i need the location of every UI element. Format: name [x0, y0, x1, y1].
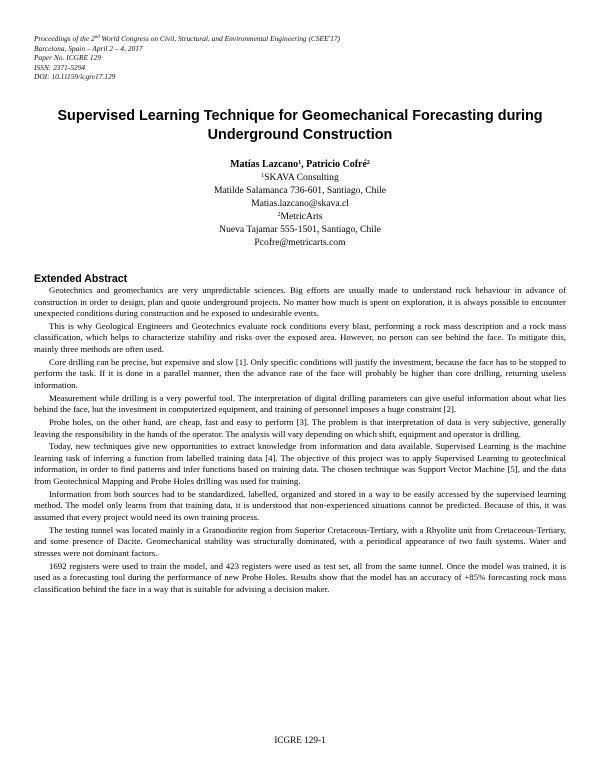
- proceedings-line: Proceedings of the 2nd World Congress on Civil, Structural, and Environmental Engineering (CSEE'17): [34, 34, 341, 43]
- affiliation-1-email: Matias.lazcano@skava.cl: [251, 198, 349, 209]
- paragraph: Probe holes, on the other hand, are cheap, fast and easy to perform [3]. The problem is that interpretation of data is very subjective, generally leaving the responsibility in the hands of the operator. The analysis will vary depending on which shift, equipment and operator is drilling.: [34, 417, 566, 439]
- section-heading: Extended Abstract: [34, 273, 128, 285]
- author-1: Matías Lazcano: [230, 159, 299, 170]
- paragraph: Core drilling can be precise, but expensive and slow [1]. Only specific conditions will justify the investment, because the face has to be stopped to perform the task. If it is done in a parallel manner, then the advance rate of the face will probably be higher than core drilling, returning useless information.: [34, 356, 566, 390]
- paper-number: Paper No. ICGRE 129: [34, 53, 101, 62]
- affiliation-1-address: Matilde Salamanca 736-601, Santiago, Chile: [213, 185, 387, 196]
- proceedings-header: [34, 34, 574, 82]
- affiliation-2-email: Pcofre@metricarts.com: [254, 237, 346, 248]
- paper-title: [30, 107, 570, 145]
- abstract-body: [34, 285, 566, 597]
- issn: ISSN: 2371-5294: [34, 62, 86, 72]
- paragraph: 1692 registers were used to train the model, and 423 registers were used as test set, all from the same tunnel. Once the model was trained, it is used as a forecasting tool during the performance of new Probe Holes. Results show that the model has an accuracy of +85% forecasting rock mass classification behind the face in a way that is suitable for advising a decision maker.: [34, 560, 566, 594]
- title-line-2: Underground Construction: [207, 127, 393, 143]
- affiliation-2-name: $^2$MetricArts: [277, 211, 323, 222]
- paragraph: This is why Geological Engineers and Geotechnics evaluate rock conditions every blast, performing a rock mass description and a rock mass classification, which helps to characterize stability and risks over the exposed area. However, no person can see behind the face. To mitigate this, mainly three methods are often used.: [34, 320, 566, 354]
- paragraph: Today, new techniques give new opportunities to extract knowledge from information and data available. Supervised Learning is the machine learning task of inferring a function from labelled training data [4]. The objective of this project was to apply Supervised Learning to geotechnical information, in order to find patterns and infer functions based on training data. The chosen technique was Support Vector Machine [5], and the data from Geotechnical Mapping and Probe Holes drilling was used for training.: [34, 441, 566, 486]
- conference-location: Barcelona, Spain – April 2 – 4, 2017: [34, 43, 143, 53]
- paragraph: Measurement while drilling is a very powerful tool. The interpretation of digital drilling parameters can give useful information about what lies behind the face, but the investment in computerized equipment, and training of personnel imposes a huge constraint [2].: [34, 392, 566, 415]
- paragraph: The testing tunnel was located mainly in a Granodiorite region from Superior Cretaceous-Tertiary, with a Rhyolite unit from Cretaceous-Tertiary, and some presence of Dacite. Geomechanical stability was structurally dominated, with a periodical appearance of two fault systems. Water and stresses were not dominant factors.: [34, 524, 566, 558]
- page-footer: ICGRE 129-1: [274, 735, 326, 745]
- author-2: Patricio Cofré: [306, 159, 367, 170]
- doi: DOI: 10.11159/icgre17.129: [34, 72, 116, 81]
- title-line-1: Supervised Learning Technique for Geomechanical Forecasting during: [57, 108, 543, 124]
- author-names: Matías Lazcano$^1$, Patricio Cofré$^2$: [230, 159, 370, 170]
- paragraph: Geotechnics and geomechanics are very unpredictable sciences. Big efforts are usually made to understand rock behaviour in advance of construction in order to design, plan and quote underground projects. No matter how much is spent on exploration, it is always possible to encounter unexpected conditions during construction and be exposed to undesirable events.: [34, 285, 566, 318]
- affiliation-2-address: Nueva Tajamar 555-1501, Santiago, Chile: [219, 224, 381, 235]
- paragraph: Information from both sources had to be standardized, labelled, organized and stored in a way to be easily accessed by the supervised learning method. The model only learns from that training data, it is understood that non-experienced situations cannot be predicted. Because of this, it was assumed that every project would need its own training process.: [34, 488, 566, 522]
- affiliation-1-name: $^1$SKAVA Consulting: [261, 172, 339, 183]
- author-block: [0, 158, 600, 249]
